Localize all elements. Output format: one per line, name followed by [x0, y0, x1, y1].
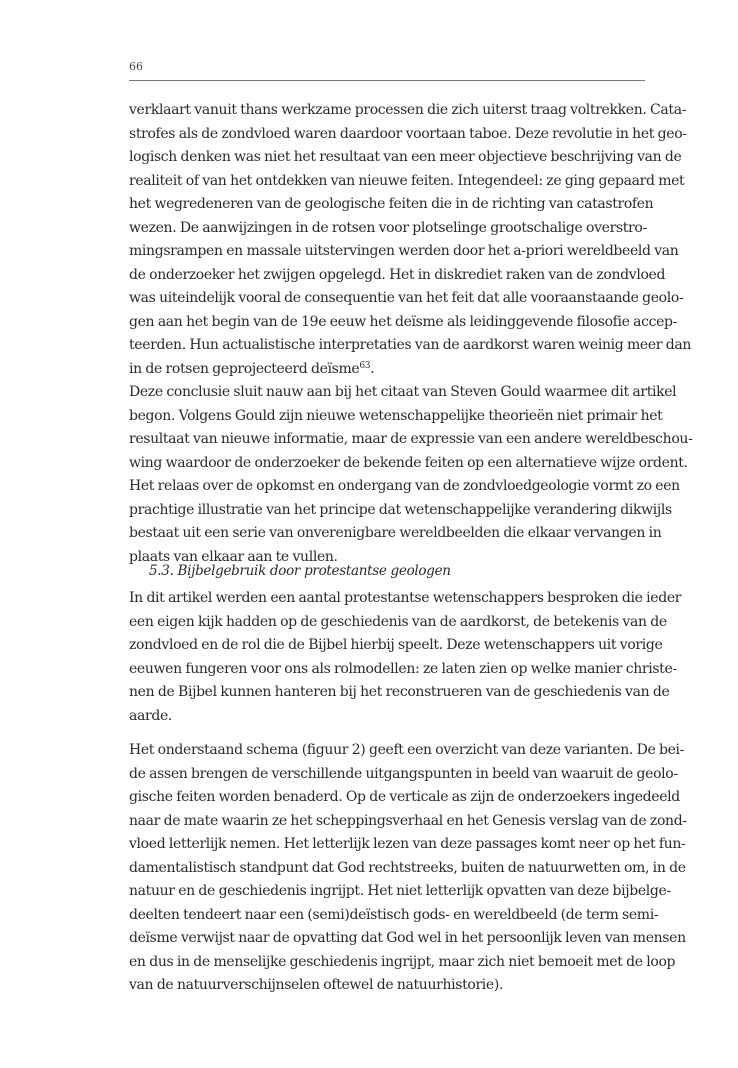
text-line: vloed letterlijk nemen. Het letterlijk lezen van deze passages komt neer op het fun- — [129, 836, 686, 852]
text-line: zondvloed en de rol die de Bijbel hierbij speelt. Deze wetenschappers uit vorige — [129, 637, 663, 653]
text-line: Het relaas over de opkomst en ondergang van de zondvloedgeologie vormt zo een — [129, 478, 680, 494]
text-line: Het onderstaand schema (figuur 2) geeft een overzicht van deze varianten. De bei- — [129, 742, 685, 758]
paragraph-3 — [129, 587, 682, 728]
footnote-marker[interactable]: 63 — [359, 360, 371, 371]
text-line: wing waardoor de onderzoeker de bekende feiten op een alternatieve wijze ordent. — [129, 454, 688, 471]
text-line: gische feiten worden benaderd. Op de verticale as zijn de onderzoekers ingedeeld — [129, 789, 680, 805]
text-line: het wegredeneren van de geologische feiten die in de richting van catastrofen — [129, 196, 654, 212]
text-line: mingsrampen en massale uitstervingen werden door het a-priori wereldbeeld van — [129, 243, 679, 259]
paragraph-4 — [129, 739, 687, 998]
text-line: naar de mate waarin ze het scheppingsverhaal en het Genesis verslag van de zond- — [129, 812, 687, 829]
header-rule — [129, 80, 645, 81]
text-line: wezen. De aanwijzingen in de rotsen voor plotselinge grootschalige overstro- — [129, 219, 647, 236]
text-line-last: van de natuurverschijnselen oftewel de natuurhistorie). — [129, 977, 504, 993]
text-line: was uiteindelijk vooral de consequentie van het feit dat alle vooraanstaande geolo- — [129, 290, 684, 306]
text-line: verklaart vanuit thans werkzame processen die zich uiterst traag voltrekken. Cata- — [129, 102, 687, 118]
text-line: de onderzoeker het zwijgen opgelegd. Het in diskrediet raken van de zondvloed — [129, 266, 666, 283]
text-line: In dit artikel werden een aantal protestantse wetenschappers besproken die ieder — [129, 590, 682, 606]
text-line: realiteit of van het ontdekken van nieuwe feiten. Integendeel: ze ging gepaard met — [129, 172, 685, 189]
text-line: gen aan het begin van de 19e eeuw het deïsme als leidinggevende filosofie accep- — [129, 313, 678, 330]
text-line: en dus in de menselijke geschiedenis ingrijpt, maar zich niet bemoeit met de loop — [129, 953, 676, 970]
section-heading: 5.3. Bijbelgebruik door protestantse geologen — [149, 563, 451, 579]
text-line: resultaat van nieuwe informatie, maar de expressie van een andere wereldbeschou- — [129, 431, 693, 447]
page-number: 66 — [129, 60, 143, 73]
text-line: deelten tendeert naar een (semi)deïstisch gods- en wereldbeeld (de term semi- — [129, 906, 659, 923]
paragraph-2 — [129, 381, 693, 569]
text-line: prachtige illustratie van het principe dat wetenschappelijke verandering dikwijls — [129, 501, 672, 518]
text-line-last: plaats van elkaar aan te vullen. — [129, 548, 338, 565]
text-line: damentalistisch standpunt dat God rechtstreeks, buiten de natuurwetten om, in de — [129, 859, 686, 876]
text-line-last: aarde. — [129, 707, 172, 724]
paragraph-1 — [129, 99, 691, 381]
text-line: nen de Bijbel kunnen hanteren bij het reconstrueren van de geschiedenis van de — [129, 684, 670, 700]
text-line: natuur en de geschiedenis ingrijpt. Het niet letterlijk opvatten van deze bijbelge- — [129, 883, 671, 899]
text-line: bestaat uit een serie van onverenigbare wereldbeelden die elkaar vervangen in — [129, 525, 662, 541]
text-line-content: in de rotsen geprojecteerd deïsme — [129, 360, 360, 377]
period: . — [370, 360, 375, 377]
text-line: de assen brengen de verschillende uitgangspunten in beeld van waaruit de geolo- — [129, 765, 678, 782]
text-line: begon. Volgens Gould zijn nieuwe wetenschappelijke theorieën niet primair het — [129, 407, 663, 424]
text-line: deïsme verwijst naar de opvatting dat God wel in het persoonlijk leven van mensen — [129, 930, 686, 946]
text-line: logisch denken was niet het resultaat van een meer objectieve beschrijving van de — [129, 149, 682, 165]
text-line: een eigen kijk hadden op de geschiedenis van de aardkorst, de betekenis van de — [129, 613, 667, 630]
text-line-last — [129, 358, 645, 382]
text-line: strofes als de zondvloed waren daardoor voortaan taboe. Deze revolutie in het geo- — [129, 125, 687, 142]
text-line: teerden. Hun actualistische interpretaties van de aardkorst waren weinig meer dan — [129, 337, 691, 353]
text-line: Deze conclusie sluit nauw aan bij het citaat van Steven Gould waarmee dit artikel — [129, 384, 677, 400]
text-line: eeuwen fungeren voor ons als rolmodellen: ze laten zien op welke manier christe- — [129, 660, 677, 677]
